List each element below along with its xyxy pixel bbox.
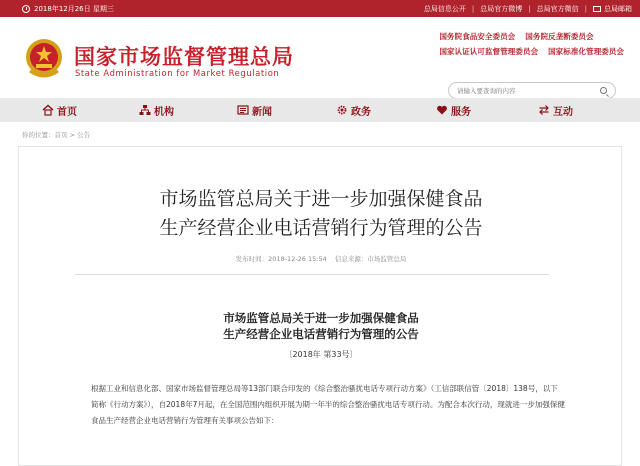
site-subtitle: State Administration for Market Regulation xyxy=(75,68,280,78)
article-body: 根据工业和信息化部、国家市场监督管理总局等13部门联合印发的《综合整治骚扰电话专项行动方案》（工信部联信管〔2018〕138号，以下简称《行动方案》），自2018年7月起，在全国范围内组织开展为期一年半的综合整治骚扰电话专项行动。为配合本次行动，现就进一步加强保健食品生产经营企业电话营销行为管理有关事项公告如下： xyxy=(91,384,565,425)
nav-services-label: 服务 xyxy=(451,106,471,118)
breadcrumb[interactable]: 你的位置：首页 > 公告 xyxy=(22,131,91,139)
committee-links xyxy=(439,29,624,59)
document-number: 〔2018年 第33号〕 xyxy=(284,350,358,359)
site-title[interactable]: 国家市场监督管理总局 xyxy=(74,45,294,69)
title-line-1: 市场监管总局关于进一步加强保健食品 xyxy=(159,188,483,210)
nav-agencies[interactable] xyxy=(139,103,174,118)
top-links xyxy=(424,4,632,14)
article-panel xyxy=(18,146,622,466)
info-source: 信息来源：市场监管总局 xyxy=(334,255,407,263)
nav-agencies-label: 机构 xyxy=(154,106,174,118)
title-divider xyxy=(75,274,549,275)
title-line-2: 生产经营企业电话营销行为管理的公告 xyxy=(159,217,483,239)
gear-icon xyxy=(336,104,348,116)
link-anti-monopoly-committee[interactable]: 国务院反垄断委员会 xyxy=(525,32,594,41)
national-emblem-icon[interactable] xyxy=(24,37,64,79)
divider: | xyxy=(471,4,475,13)
article-meta xyxy=(19,254,623,263)
top-bar xyxy=(0,0,640,17)
publish-time: 发布时间：2018-12-26 15:54 xyxy=(235,255,327,263)
nav-news[interactable] xyxy=(237,103,272,118)
date-text: 2018年12月26日 星期三 xyxy=(34,4,114,13)
divider: | xyxy=(584,4,587,13)
nav-home[interactable] xyxy=(42,103,77,118)
nav-affairs[interactable] xyxy=(336,103,371,118)
link-standardization-committee[interactable]: 国家标准化管理委员会 xyxy=(548,47,624,56)
document-title xyxy=(19,310,623,342)
mail-icon xyxy=(593,6,601,12)
nav-services[interactable] xyxy=(436,103,471,118)
site-header xyxy=(0,17,640,98)
link-weibo[interactable]: 总局官方微博 xyxy=(480,4,523,13)
exchange-icon xyxy=(538,104,550,116)
newspaper-icon xyxy=(237,104,249,116)
page-title xyxy=(19,185,623,243)
link-info-disclosure[interactable]: 总局信息公开 xyxy=(423,4,466,13)
organization-icon xyxy=(139,104,151,116)
home-icon xyxy=(42,104,54,116)
doc-title-line-1: 市场监管总局关于进一步加强保健食品 xyxy=(223,311,419,325)
search-icon[interactable] xyxy=(600,87,607,94)
search-input[interactable] xyxy=(457,87,597,95)
link-food-safety-committee[interactable]: 国务院食品安全委员会 xyxy=(439,32,516,41)
nav-interaction-label: 互动 xyxy=(553,106,573,118)
clock-icon xyxy=(22,5,30,13)
mail-link[interactable] xyxy=(593,4,632,14)
nav-news-label: 新闻 xyxy=(252,106,272,118)
nav-affairs-label: 政务 xyxy=(351,106,371,118)
divider: | xyxy=(528,4,531,13)
link-wechat[interactable]: 总局官方微信 xyxy=(536,4,579,13)
date-display xyxy=(22,4,114,14)
heart-icon xyxy=(436,104,448,116)
mail-label: 总局邮箱 xyxy=(604,4,632,13)
doc-title-line-2: 生产经营企业电话营销行为管理的公告 xyxy=(223,327,419,341)
nav-interaction[interactable] xyxy=(538,103,573,118)
link-certification-committee[interactable]: 国家认证认可监督管理委员会 xyxy=(439,47,539,56)
main-nav xyxy=(0,98,640,122)
search-box xyxy=(448,82,616,99)
nav-home-label: 首页 xyxy=(57,106,77,118)
